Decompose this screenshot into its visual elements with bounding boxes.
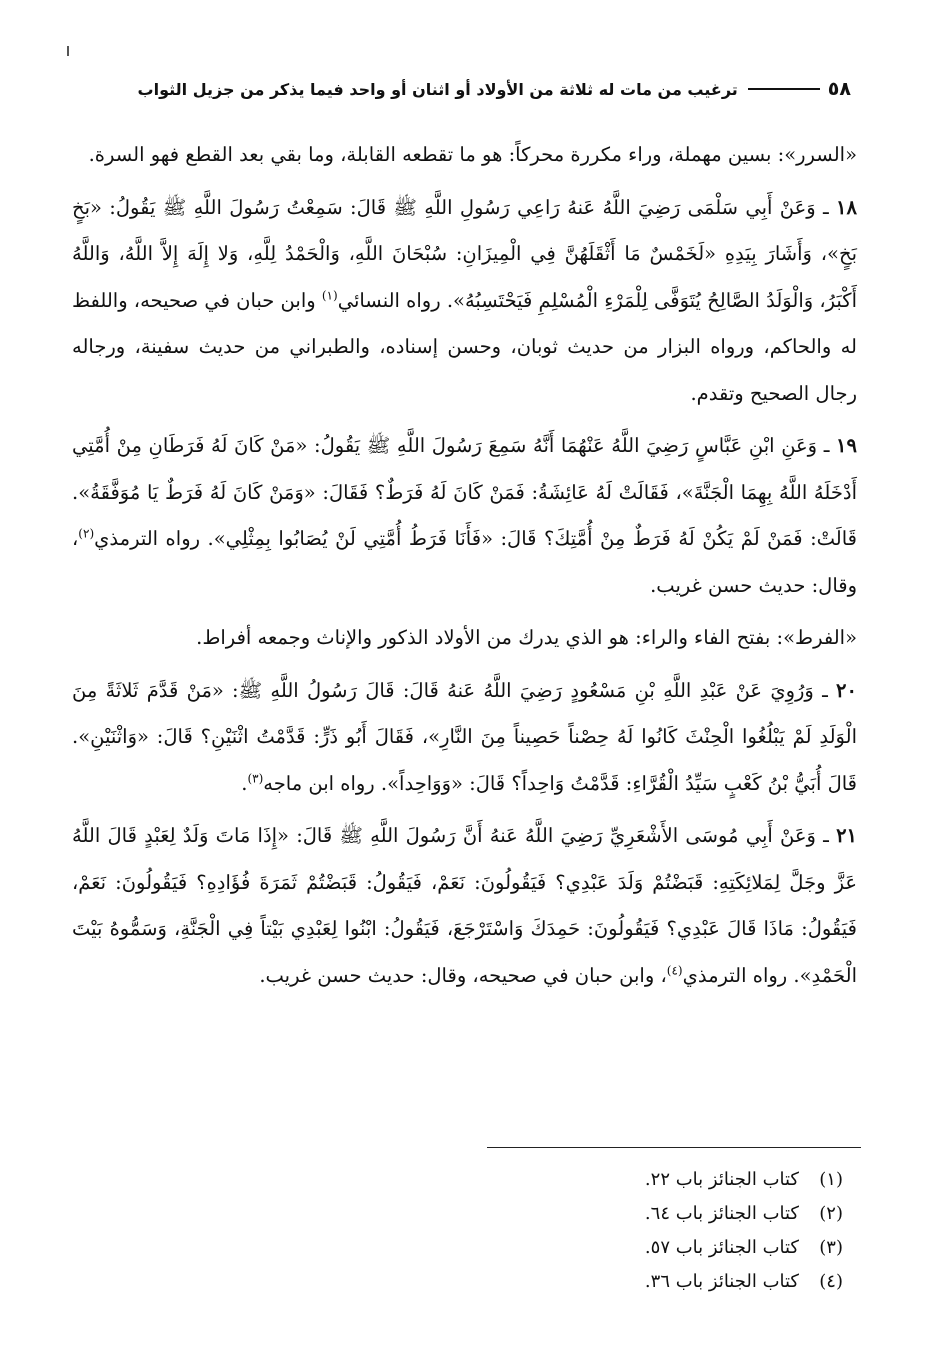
footnote-text: كتاب الجنائز باب ٦٤. xyxy=(644,1203,799,1224)
footnote-ref[interactable]: (٤) xyxy=(666,963,683,977)
footnote-ref[interactable]: (١) xyxy=(321,288,338,302)
hadith-source: ، وقال: حديث حسن غريب. xyxy=(72,527,857,597)
hadith-number: ٢١ xyxy=(836,824,858,847)
hadith-source: وابن حبان في صحيحه، واللفظ له والحاكم، ورواه البزار من حديث ثوبان، وحسن إسناده، والطبراني من حديث سفينة، ورجاله رجال الصحيح وتقدم. xyxy=(72,288,857,405)
hadith-19 xyxy=(72,423,857,609)
footnote-item xyxy=(343,1265,843,1299)
footnote-mark: (٤) xyxy=(819,1271,843,1292)
hadith-20 xyxy=(72,668,857,808)
footnote-item xyxy=(343,1197,843,1231)
hadith-text: ـ وَعَنْ أَبِي سَلْمَى رَضِيَ اللَّهُ عَنهُ رَاعِي رَسُولِ اللَّهِ ﷺ قَالَ: سَمِعْتُ رَسُولَ اللَّهِ ﷺ يَقُولُ: «بَخٍ بَخٍ»، وَأَشَارَ بِيَدِهِ «لَخَمْسٌ مَا أَثْقَلَهُنَّ فِي الْمِيزَانِ: سُبْحَانَ اللَّهِ، وَالْحَمْدُ لِلَّهِ، وَلا إِلَهَ إِلاَّ اللَّهُ، وَاللَّهُ أَكْبَرُ، وَالْوَلَدُ الصَّالِحُ يُتَوَفَّى لِلْمَرْءِ الْمُسْلِمِ فَيَحْتَسِبُهُ». رواه النسائي xyxy=(72,195,857,312)
hadith-source: ، وابن حبان في صحيحه، وقال: حديث حسن غريب. xyxy=(259,963,667,987)
footnote-mark: (١) xyxy=(819,1169,843,1190)
footnote-ref[interactable]: (٣) xyxy=(247,771,264,785)
hadith-number: ١٩ xyxy=(836,434,857,457)
footnote-text: كتاب الجنائز باب ٣٦. xyxy=(644,1271,799,1292)
gloss-farat: «الفرط»: بفتح الفاء والراء: هو الذي يدرك من الأولاد الذكور والإناث وجمعه أفراط. xyxy=(196,626,857,649)
footnote-item xyxy=(343,1231,843,1265)
gloss-surur: «السرر»: بسين مهملة، وراء مكررة محركاً: هو ما تقطعه القابلة، وما بقي بعد القطع فهو السرة. xyxy=(88,143,857,166)
footnote-mark: (٣) xyxy=(819,1237,843,1258)
header-rule xyxy=(748,88,820,90)
footnotes xyxy=(343,1163,843,1299)
footnote-mark: (٢) xyxy=(819,1203,843,1224)
footnote-divider xyxy=(487,1147,861,1148)
page-number: ٥٨ xyxy=(827,78,851,100)
hadith-18 xyxy=(72,185,857,418)
footnote-text: كتاب الجنائز باب ٥٧. xyxy=(644,1237,799,1258)
margin-mark xyxy=(67,46,69,56)
footnote-ref[interactable]: (٢) xyxy=(78,526,95,541)
footnote-text: كتاب الجنائز باب ٢٢. xyxy=(644,1169,799,1190)
page-body xyxy=(72,132,857,1005)
hadith-number: ١٨ xyxy=(836,195,857,219)
hadith-text: ـ وَعَنِ ابْنِ عَبَّاسٍ رَضِيَ اللَّهُ عَنْهُمَا أَنَّهُ سَمِعَ رَسُولَ اللَّهِ ﷺ يَقُولُ: «مَنْ كَانَ لَهُ فَرَطَانِ مِنْ أُمَّتِي أَدْخَلَهُ اللَّهُ بِهِمَا الْجَنَّةَ»، فَقَالَتْ لَهُ عَائِشَةُ: فَمَنْ كَانَ لَهُ فَرَطٌ؟ فَقَالَ: «وَمَنْ كَانَ لَهُ فَرَطٌ يَا مُوَفَّقَةُ». قَالَتْ: فَمَنْ لَمْ يَكُنْ لَهُ فَرَطٌ مِنْ أُمَّتِكَ؟ قَالَ: «فَأَنَا فَرَطُ أُمَّتِي لَنْ يُصَابُوا بِمِثْلِي». رواه الترمذي xyxy=(72,434,857,550)
hadith-text: ـ وَعَنْ أَبِي مُوسَى الأَشْعَرِيِّ رَضِيَ اللَّهُ عَنهُ أَنَّ رَسُولَ اللَّهِ ﷺ قَالَ: «إِذَا مَاتَ وَلَدٌ لِعَبْدٍ قَالَ اللَّهُ عَزَّ وجَلَّ لِمَلائِكَتِهِ: قَبَضْتُمْ وَلَدَ عَبْدِي؟ فَيَقُولُونَ: نَعَمْ، فَيَقُولُ: قَبَضْتُمْ ثَمَرَةَ فُؤَادِهِ؟ فَيَقُولُونَ: نَعَمْ، فَيَقُولُ: مَاذَا قَالَ عَبْدِي؟ فَيَقُولُونَ: حَمِدَكَ وَاسْتَرْجَعَ، فَيَقُولُ: ابْنُوا لِعَبْدِي بَيْتاً فِي الْجَنَّةِ، وَسَمُّوهُ بَيْتَ الْحَمْدِ». رواه الترمذي xyxy=(72,824,857,987)
hadith-source: . xyxy=(241,771,248,795)
running-header xyxy=(68,72,851,106)
chapter-title: ترغيب من مات له ثلاثة من الأولاد أو اثنان أو واحد فيما يذكر من جزيل الثواب xyxy=(137,79,738,99)
footnote-item xyxy=(343,1163,843,1197)
hadith-number: ٢٠ xyxy=(836,678,857,702)
hadith-text: ـ وَرُوِيَ عَنْ عَبْدِ اللَّهِ بْنِ مَسْعُودٍ رَضِيَ اللَّهُ عَنهُ قَالَ: قَالَ رَسُولُ اللَّهِ ﷺ: «مَنْ قَدَّمَ ثَلاثَةً مِنَ الْوَلَدِ لَمْ يَبْلُغُوا الْحِنْثَ كَانُوا لَهُ حِصْناً حَصِيناً مِنَ النَّارِ»، فَقَالَ أَبُو ذَرٍّ: قَدَّمْتُ اثْنَيْنِ؟ قَالَ: «وَاثْنَيْنِ». قَالَ أُبَيُّ بْنُ كَعْبٍ سَيِّدُ الْقُرَّاءِ: قَدَّمْتُ وَاحِداً؟ قَالَ: «وَوَاحِداً». رواه ابن ماجه xyxy=(72,678,857,795)
hadith-21 xyxy=(72,813,857,999)
